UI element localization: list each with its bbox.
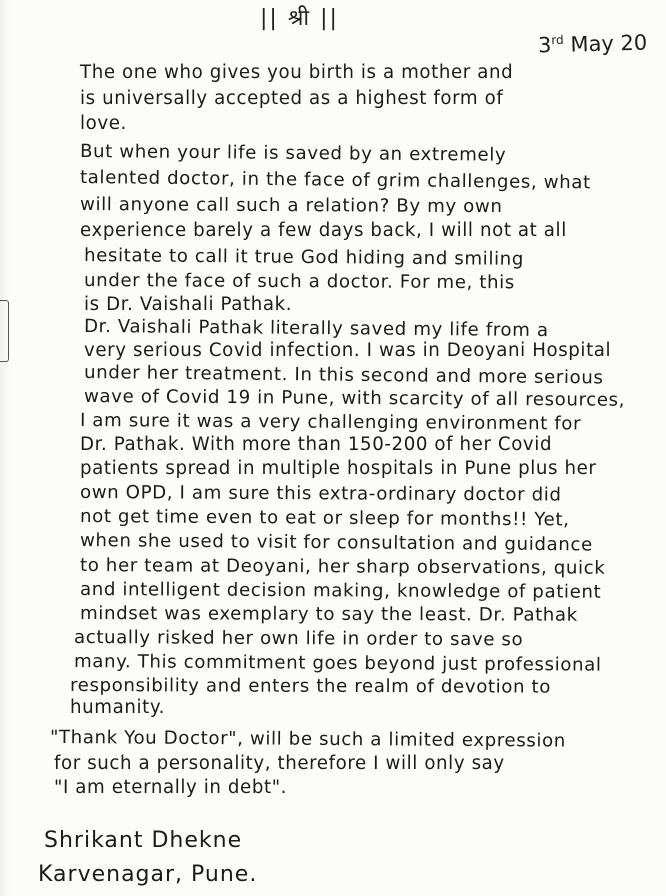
body-line: under her treatment. In this second and more serious	[83, 362, 604, 389]
body-line: experience barely a few days back, I will not at all	[80, 220, 567, 241]
body-line: many. This commitment goes beyond just professional	[73, 651, 602, 676]
body-line: mindset was exemplary to say the least. Dr. Pathak	[79, 603, 578, 626]
body-line: own OPD, I am sure this extra-ordinary doctor did	[79, 482, 562, 506]
body-line: love.	[80, 113, 127, 134]
body-line: patients spread in multiple hospitals in Pune plus her	[80, 458, 597, 479]
letter-header: || श्री ||	[260, 6, 339, 31]
date-day: 3	[537, 33, 552, 58]
body-line: will anyone call such a relation? By my own	[79, 194, 503, 218]
body-line: to her team at Deoyani, her sharp observations, quick	[79, 555, 606, 579]
body-line: very serious Covid infection. I was in Deoyani Hospital	[84, 340, 612, 361]
body-line: But when your life is saved by an extremely	[79, 141, 507, 166]
body-line: The one who gives you birth is a mother and	[80, 62, 514, 83]
date-rest: May 20	[563, 30, 648, 57]
body-line: humanity.	[70, 697, 165, 718]
body-line: and intelligent decision making, knowledge of patient	[79, 579, 602, 603]
body-line: for such a personality, therefore I will only say	[54, 753, 505, 774]
paper-edge-mark	[0, 300, 9, 362]
signature-name: Shrikant Dhekne	[44, 828, 243, 853]
body-line: Dr. Vaishali Pathak literally saved my life from a	[83, 316, 549, 342]
body-line: I am sure it was a very challenging environment for	[79, 410, 582, 435]
body-line: is Dr. Vaishali Pathak.	[84, 294, 293, 315]
body-line: responsibility and enters the realm of devotion to	[69, 675, 552, 698]
letter-date	[538, 31, 648, 58]
body-line: under the face of such a doctor. For me, this	[83, 270, 515, 294]
body-line: "I am eternally in debt".	[54, 777, 288, 798]
body-line: hesitate to call it true God hiding and smiling	[83, 245, 525, 270]
body-line: not get time even to eat or sleep for months!! Yet,	[79, 506, 570, 531]
signature-place: Karvenagar, Pune.	[38, 862, 258, 887]
body-line: actually risked her own life in order to save so	[73, 627, 524, 651]
body-line: "Thank You Doctor", will be such a limited expression	[49, 727, 566, 752]
date-suffix: rd	[551, 32, 564, 48]
body-line: wave of Covid 19 in Pune, with scarcity of all resources,	[83, 386, 626, 411]
body-line: talented doctor, in the face of grim challenges, what	[79, 167, 591, 194]
body-line: is universally accepted as a highest form of	[80, 88, 504, 109]
body-line: when she used to visit for consultation and guidance	[79, 530, 593, 556]
body-line: Dr. Pathak. With more than 150-200 of her Covid	[80, 434, 553, 455]
